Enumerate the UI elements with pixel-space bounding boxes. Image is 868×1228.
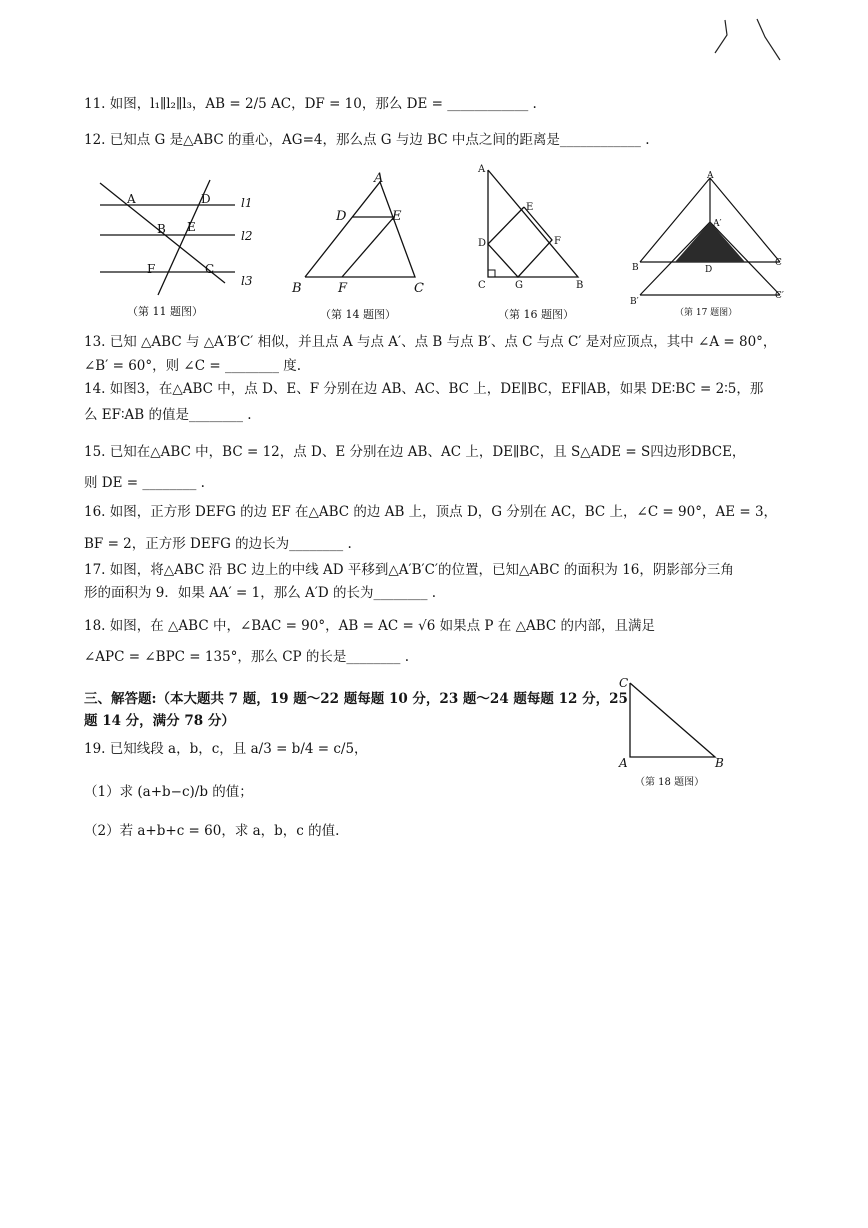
- figure-11: [95, 175, 265, 325]
- fig18-caption: （第 18 题图）: [635, 777, 705, 788]
- question-19-part-2: （2）若 a+b+c = 60，求 a，b，c 的值.: [84, 823, 340, 839]
- fig11-label-b: B: [157, 222, 166, 236]
- fig16-label-f: F: [554, 236, 561, 247]
- scan-corner-mark: [705, 15, 785, 75]
- fig16-label-a: A: [478, 164, 486, 175]
- question-14-line-2: 么 EF∶AB 的值是________ .: [84, 407, 252, 423]
- figure-17: [625, 170, 805, 325]
- fig18-label-b: B: [715, 756, 724, 770]
- question-15-line-1: 15. 已知在△ABC 中，BC = 12，点 D、E 分别在边 AB、AC 上，DE∥BC，且 S△ADE = S四边形DBCE，: [84, 444, 746, 460]
- fig11-label-a: A: [127, 192, 136, 206]
- fig14-caption: （第 14 题图）: [320, 308, 396, 321]
- question-19: 19. 已知线段 a，b，c，且 a/3 = b/4 = c/5，: [84, 741, 368, 757]
- question-17-line-1: 17. 如图，将△ABC 沿 BC 边上的中线 AD 平移到△A′B′C′的位置，已知△ABC 的面积为 16，阴影部分三角: [84, 562, 734, 578]
- question-13-line-2: ∠B′ = 60°，则 ∠C = ________ 度.: [84, 358, 302, 374]
- fig18-label-a: A: [619, 756, 628, 770]
- fig11-label-f: F: [147, 262, 156, 276]
- fig11-label-c: C: [205, 262, 215, 276]
- fig17-label-b-prime: B′: [630, 297, 639, 307]
- fig17-label-a: A: [707, 171, 714, 181]
- question-17-line-2: 形的面积为 9．如果 AA′ = 1，那么 A′D 的长为________ .: [84, 585, 437, 601]
- fig14-label-b: B: [292, 281, 302, 296]
- fig17-label-d: D: [705, 265, 713, 275]
- fig17-shaded-triangle: [675, 222, 745, 262]
- fig17-caption: （第 17 题图）: [675, 308, 738, 318]
- figure-14: [290, 170, 440, 325]
- question-19-part-1: （1）求 (a+b−c)/b 的值；: [84, 784, 253, 800]
- figure-18: [615, 675, 735, 795]
- question-16-line-2: BF = 2，正方形 DEFG 的边长为________ .: [84, 536, 352, 552]
- fig11-label-l2: l2: [241, 229, 253, 243]
- question-14-line-1: 14. 如图3，在△ABC 中，点 D、E、F 分别在边 AB、AC、BC 上，DE∥BC，EF∥AB，如果 DE∶BC = 2∶5，那: [84, 381, 764, 397]
- fig14-label-f: F: [338, 281, 348, 296]
- fig16-label-b: B: [576, 280, 584, 291]
- fig17-label-c: C: [775, 258, 782, 268]
- fig16-label-g: G: [515, 280, 523, 291]
- fig17-label-c-prime: C′: [775, 291, 784, 301]
- fig16-label-d: D: [478, 238, 487, 249]
- fig11-label-e: E: [187, 220, 196, 234]
- fig16-label-c: C: [478, 280, 486, 291]
- fig17-label-a-prime: A′: [713, 219, 722, 229]
- question-18-line-2: ∠APC = ∠BPC = 135°，那么 CP 的长是________ .: [84, 649, 410, 665]
- fig11-label-l1: l1: [241, 196, 253, 210]
- fig17-label-b: B: [632, 263, 639, 273]
- fig16-label-e: E: [526, 202, 534, 213]
- fig11-label-l3: l3: [241, 274, 253, 288]
- fig18-label-c: C: [619, 676, 629, 690]
- fig14-label-c: C: [414, 281, 424, 296]
- fig16-caption: （第 16 题图）: [498, 308, 574, 321]
- fig14-label-a: A: [374, 171, 384, 186]
- question-13-line-1: 13. 已知 △ABC 与 △A′B′C′ 相似，并且点 A 与点 A′、点 B 与点 B′、点 C 与点 C′ 是对应顶点，其中 ∠A = 80°，: [84, 334, 777, 350]
- section-3-heading-line-1: 三、解答题:（本大题共 7 题，19 题～22 题每题 10 分，23 题～24 题每题 12 分，25: [84, 691, 628, 707]
- section-3-heading-line-2: 题 14 分，满分 78 分）: [84, 713, 235, 729]
- question-12: 12. 已知点 G 是△ABC 的重心，AG=4，那么点 G 与边 BC 中点之间的距离是____________ .: [84, 132, 650, 148]
- fig14-label-e: E: [392, 209, 402, 224]
- fig14-label-d: D: [336, 209, 347, 224]
- question-15-line-2: 则 DE = ________ .: [84, 475, 205, 491]
- question-11: 11. 如图，l₁∥l₂∥l₃，AB = 2/5 AC，DF = 10，那么 DE = ____________ .: [84, 96, 537, 112]
- question-18-line-1: 18. 如图，在 △ABC 中，∠BAC = 90°，AB = AC = √6 如果点 P 在 △ABC 的内部，且满足: [84, 618, 656, 634]
- figure-16: [470, 160, 600, 330]
- fig11-label-d: D: [201, 192, 211, 206]
- question-16-line-1: 16. 如图，正方形 DEFG 的边 EF 在△ABC 的边 AB 上，顶点 D，G 分别在 AC，BC 上，∠C = 90°，AE = 3，: [84, 504, 778, 520]
- fig11-caption: （第 11 题图）: [127, 305, 203, 318]
